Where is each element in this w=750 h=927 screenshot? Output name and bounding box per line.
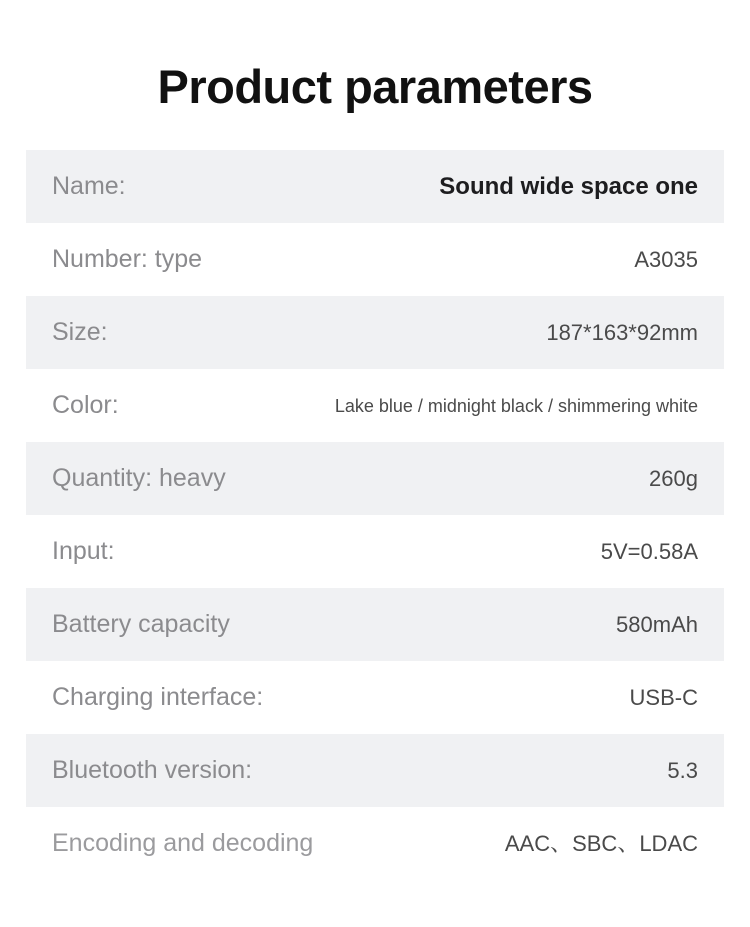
specifications-table: [0, 150, 750, 880]
spec-row: [26, 515, 724, 588]
spec-row: [26, 296, 724, 369]
spec-label: Encoding and decoding: [52, 829, 314, 858]
page-title: Product parameters: [157, 60, 593, 113]
spec-label: Bluetooth version:: [52, 756, 253, 785]
spec-label: Color:: [52, 391, 119, 420]
spec-label: Size:: [52, 318, 108, 347]
spec-value: Lake blue / midnight black / shimmering white: [334, 395, 698, 416]
spec-row: [26, 223, 724, 296]
spec-value: USB-C: [629, 684, 698, 710]
spec-row: [26, 150, 724, 223]
spec-row: [26, 661, 724, 734]
spec-label: Name:: [52, 172, 126, 201]
spec-value: 260g: [649, 465, 698, 491]
spec-value: 187*163*92mm: [546, 319, 698, 345]
spec-row: [26, 369, 724, 442]
spec-value: Sound wide space one: [439, 172, 698, 200]
spec-row: [26, 807, 724, 880]
spec-row: [26, 588, 724, 661]
spec-row: [26, 734, 724, 807]
spec-value: 580mAh: [616, 611, 698, 637]
spec-label: Charging interface:: [52, 683, 264, 712]
spec-value: 5V=0.58A: [600, 538, 698, 564]
spec-label: Battery capacity: [52, 610, 230, 639]
spec-row: [26, 442, 724, 515]
spec-label: Number: type: [52, 245, 203, 274]
spec-value: 5.3: [667, 757, 698, 783]
spec-value: A3035: [634, 246, 698, 272]
spec-label: Input:: [52, 537, 115, 566]
spec-value: AAC、SBC、LDAC: [504, 830, 698, 856]
spec-label: Quantity: heavy: [52, 464, 226, 493]
